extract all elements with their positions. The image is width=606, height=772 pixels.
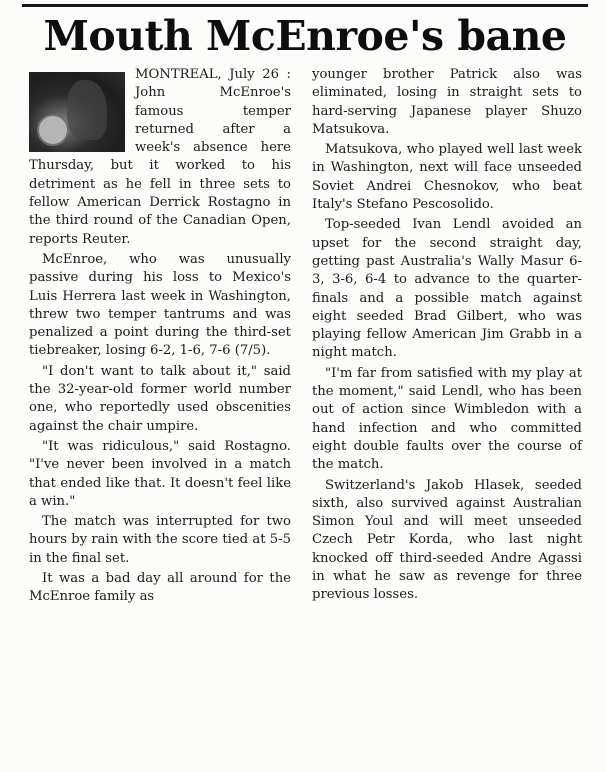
paragraph: McEnroe, who was unusually passive during his loss to Mexico's Luis Herrera last week in Washington, threw two temper tantrums and was penalized a point during the third-set tiebreaker, losing 6-2, 1-6, 7-6 (7/5). — [29, 251, 291, 359]
left-column — [29, 66, 291, 609]
tennis-photo-icon — [29, 72, 125, 152]
top-rule — [22, 4, 588, 7]
paragraph: "I'm far from satisfied with my play at the moment," said Lendl, who has been out of action since Wimbledon with a hand infection and who committed eight double faults over the course of the match. — [312, 365, 582, 473]
photo-ball — [37, 114, 69, 146]
lead-paragraph: MONTREAL, July 26 : John McEnroe's famous temper returned after a week's absence here Thursday, but it worked to his detriment as he fell in three sets to fellow American Derrick Rostagno in the third round of the Canadian Open, reports Reuter. — [29, 67, 291, 247]
paragraph: The match was interrupted for two hours by rain with the score tied at 5-5 in the final set. — [29, 514, 291, 566]
paragraph: Switzerland's Jakob Hlasek, seeded sixth, also survived against Australian Simon Youl and will meet unseeded Czech Petr Korda, who last night knocked off third-seeded Andre Agassi in what he saw as revenge for three previous losses. — [312, 477, 582, 603]
paragraph: Top-seeded Ivan Lendl avoided an upset for the second straight day, getting past Australia's Wally Masur 6-3, 3-6, 6-4 to advance to the quarter-finals and a possible match against eight seeded Brad Gilbert, who was playing fellow American Jim Grabb in a night match. — [312, 217, 582, 361]
paragraph: younger brother Patrick also was eliminated, losing in straight sets to hard-serving Japanese player Shuzo Matsukova. — [312, 67, 582, 137]
paragraph: Matsukova, who played well last week in Washington, next will face unseeded Soviet Andrei Chesnokov, who beat Italy's Stefano Pescosolido. — [312, 142, 582, 213]
paragraph: It was a bad day all around for the McEnroe family as — [29, 571, 291, 605]
paragraph: "I don't want to talk about it," said the 32-year-old former world number one, who reportedly used obscenities against the chair umpire. — [29, 363, 291, 434]
right-column — [312, 66, 582, 607]
headline: Mouth McEnroe's bane — [43, 12, 567, 60]
paragraph: "It was ridiculous," said Rostagno. "I've never been involved in a match that ended like that. It doesn't feel like a win." — [29, 438, 291, 509]
photo-figure — [67, 80, 107, 140]
